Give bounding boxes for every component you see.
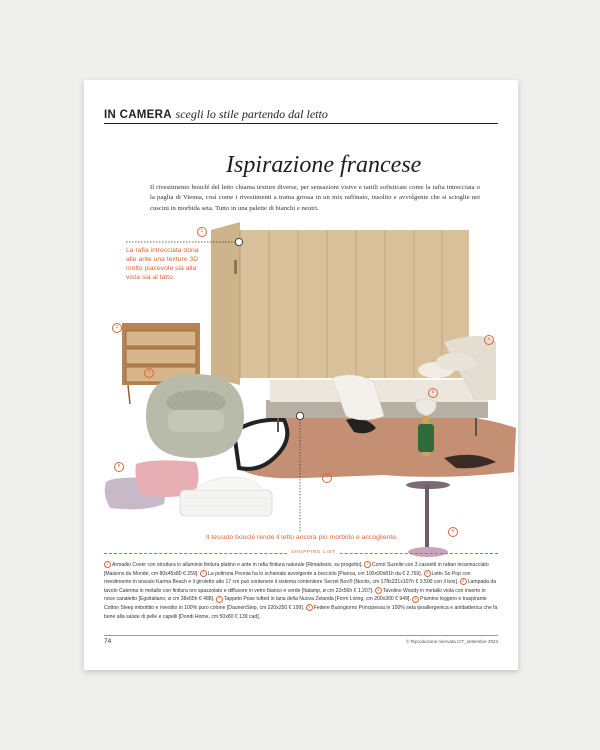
- page-number: 74: [104, 638, 112, 645]
- magazine-page: [84, 80, 518, 670]
- marker-3: 3: [144, 368, 154, 378]
- rafia-note: La rafia intrecciata dona alle ante una texture 3D molto piacevole sia alla vista sia al tatto.: [126, 247, 199, 281]
- hotspot-rafia: [235, 238, 242, 245]
- section-subtitle: scegli lo stile partendo dal letto: [175, 107, 328, 121]
- caption-item: 6 Tavolino Woody in metallo viola con inserto in noce canaletto [Egoitaliano, ø cm 38x65h € 488].: [104, 587, 486, 603]
- footer-rule: [104, 635, 498, 636]
- wardrobe-image: [211, 222, 469, 385]
- marker-7: 7: [322, 473, 332, 483]
- section-label: IN CAMERA: [104, 109, 172, 121]
- side-table-image: [406, 481, 450, 557]
- marker-4: 4: [484, 335, 494, 345]
- armchair-image: [146, 374, 244, 458]
- boucle-note: Il tessuto bouclé rende il letto ancora più morbido e accogliente.: [206, 534, 398, 541]
- caption-item: 9 Federe Buongiorno Principessa in 100% seta ipoallergenica e antibatterica che fa bene alla salute di pelle e capelli [Dondi Home, cm 50x80 € 139 cad].: [104, 604, 498, 620]
- rug-image: [234, 414, 516, 478]
- hotspot-boucle: [296, 412, 303, 419]
- shopping-list-label: SHOPPING LIST: [287, 550, 340, 555]
- caption-item: 8 Piumino leggero e traspirante Cotton Sleep imbottito e rivestito in 100% puro cotone [DaunenStep, cm 220x250 € 199].: [104, 596, 487, 611]
- marker-2: 2: [112, 323, 122, 333]
- caption-item: 3 La poltrona Peonia ha lo schienale avvolgente a bocciolo [Pianca, cm 100x90x81h da € 2.769].: [200, 571, 424, 577]
- caption-item: 2 Comò Suzelle con 3 cassetti in rattan incannucciato [Maisons du Monde, cm 80x45x80 € 259].: [104, 562, 489, 577]
- table-lamp-image: [416, 399, 437, 456]
- intro-paragraph: Il rivestimento bouclé del letto chiama texture diverse, per sensazioni visive e tattili sofisticate come la rafia intrecciata o la paglia di Vienna, così come i rivestimenti a trama grossa in un mix raffinato, insolito e avvolgente che si scioglie nei cuscini in morbida seta. Tutto in una palette di bianchi e neutri.: [150, 184, 480, 212]
- caption-item: 4 Letto So Pop con rivestimento in tessuto Karma Beach e il giroletto alto 17 cm può contenere il sistema contenitore Secret Box® [Noctis, cm 178x231x107h € 3.500 con il box].: [104, 570, 471, 586]
- marker-1: 1: [197, 227, 207, 237]
- caption-item: 5 Lampada da tavolo Caterina in metallo con finitura oro spazzolato e diffusore in vetro bianco e verde [Italamp, ø cm 22x56h € 1.207].: [104, 579, 497, 594]
- copyright-credit: © Riproduzione riservata CIT_settembre 2023: [406, 639, 498, 644]
- marker-8: 8: [114, 462, 124, 472]
- marker-5: 5: [428, 388, 438, 398]
- page-title: Ispirazione francese: [226, 152, 422, 178]
- caption-item: 7 Tappeto Pose tufted in lana della Nuova Zelanda [Form Living, cm 200x300 € 949].: [216, 596, 412, 602]
- marker-6: 6: [448, 527, 458, 537]
- caption-item: 1 Armadio Cover con struttura in alluminio finitura platino e ante in rafia finitura naturale [Rimadesio, su progetto].: [104, 562, 364, 568]
- captions-block: [104, 561, 498, 621]
